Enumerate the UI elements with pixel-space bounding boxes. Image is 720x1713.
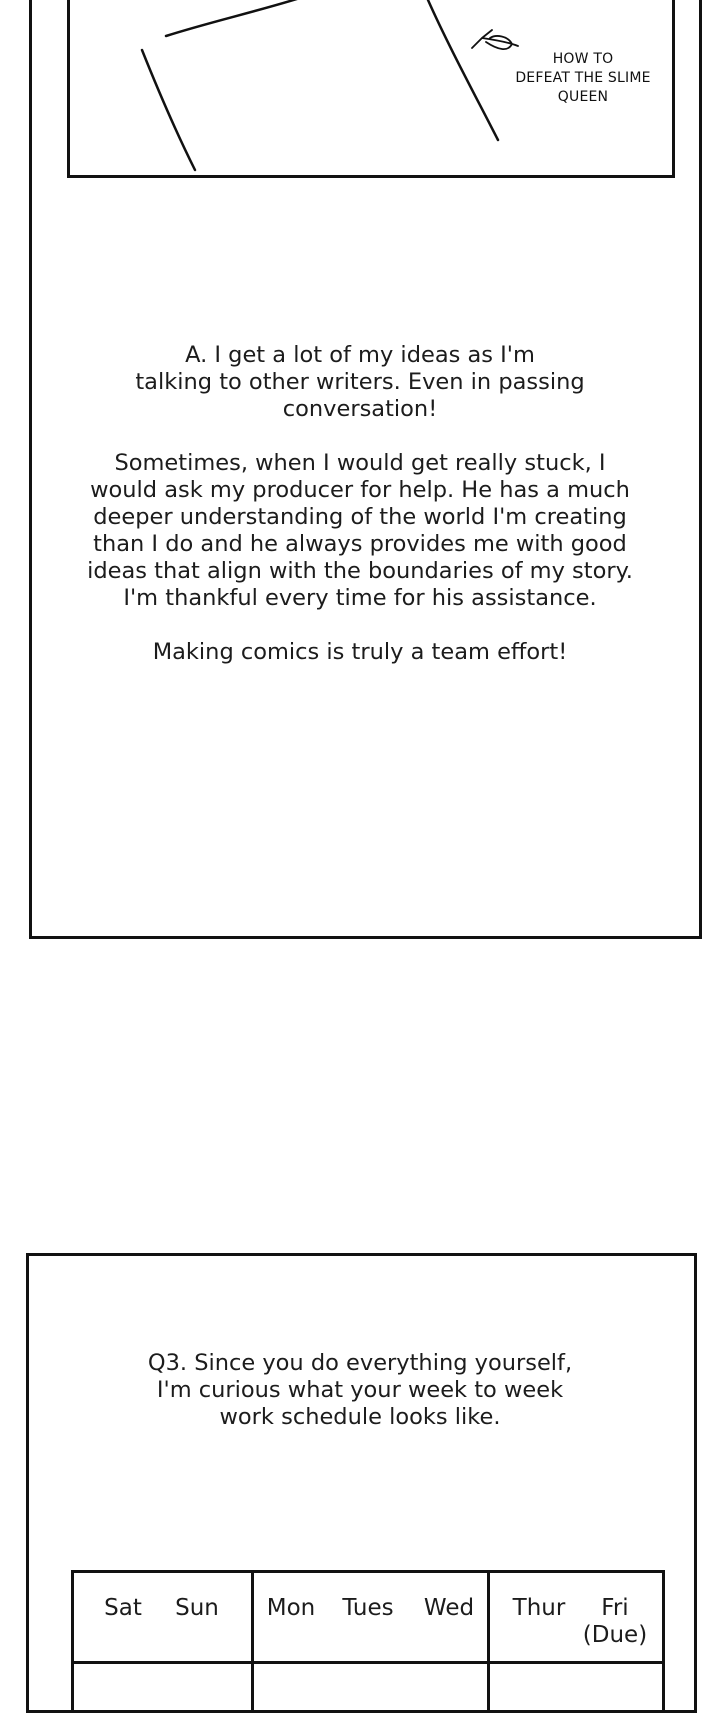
deadline-group	[487, 1573, 662, 1710]
question-line: work schedule looks like.	[219, 1404, 501, 1430]
day-name: Sun	[175, 1595, 219, 1621]
sketch-book-line	[428, 0, 498, 140]
answer-line: ideas that align with the boundaries of my story.	[87, 558, 633, 584]
midweek-group	[251, 1573, 487, 1710]
question-line: Q3. Since you do everything yourself,	[147, 1350, 573, 1376]
sketch-arm-line	[166, 0, 300, 36]
day-wed	[419, 1595, 479, 1622]
answer-line: conversation!	[282, 396, 438, 422]
day-tues	[337, 1595, 399, 1622]
day-name: Thur	[512, 1595, 566, 1621]
book-title-label	[498, 50, 668, 107]
day-name: Mon	[266, 1595, 316, 1621]
book-title-line-2: DEFEAT THE SLIME	[515, 70, 651, 86]
book-title-line-3: QUEEN	[557, 89, 609, 105]
due-note: (Due)	[582, 1622, 648, 1648]
day-name: Tues	[342, 1595, 394, 1621]
answer-line: Sometimes, when I would get really stuck, I	[114, 450, 606, 476]
day-fri	[582, 1595, 648, 1649]
day-name: Wed	[423, 1595, 475, 1621]
day-name: Sat	[104, 1595, 142, 1621]
day-name: Fri	[601, 1595, 629, 1621]
table-header-divider	[74, 1661, 662, 1664]
schedule-table	[71, 1570, 665, 1710]
answer-line: A. I get a lot of my ideas as I'm	[185, 342, 535, 368]
answer-line: I'm thankful every time for his assistance.	[123, 585, 597, 611]
answer-line: talking to other writers. Even in passing	[135, 369, 585, 395]
question-line: I'm curious what your week to week	[156, 1377, 564, 1403]
day-mon	[260, 1595, 322, 1622]
answer-paragraph-1	[60, 342, 660, 423]
sketch-body-line	[142, 50, 195, 170]
arrow-icon	[472, 30, 518, 49]
day-sun	[171, 1595, 223, 1622]
answer-line: would ask my producer for help. He has a much	[90, 477, 630, 503]
day-sat	[98, 1595, 148, 1622]
book-title-line-1: HOW TO	[552, 51, 614, 67]
answer-line: Making comics is truly a team effort!	[152, 639, 568, 665]
answer-line: than I do and he always provides me with good	[93, 531, 627, 557]
day-thur	[508, 1595, 570, 1622]
answer-paragraph-2	[60, 450, 660, 612]
weekend-group	[74, 1573, 251, 1710]
answer-line: deeper understanding of the world I'm creating	[93, 504, 627, 530]
question-text	[60, 1350, 660, 1431]
question-paragraph	[60, 1350, 660, 1431]
answer-text	[60, 342, 660, 666]
answer-paragraph-3	[60, 639, 660, 666]
